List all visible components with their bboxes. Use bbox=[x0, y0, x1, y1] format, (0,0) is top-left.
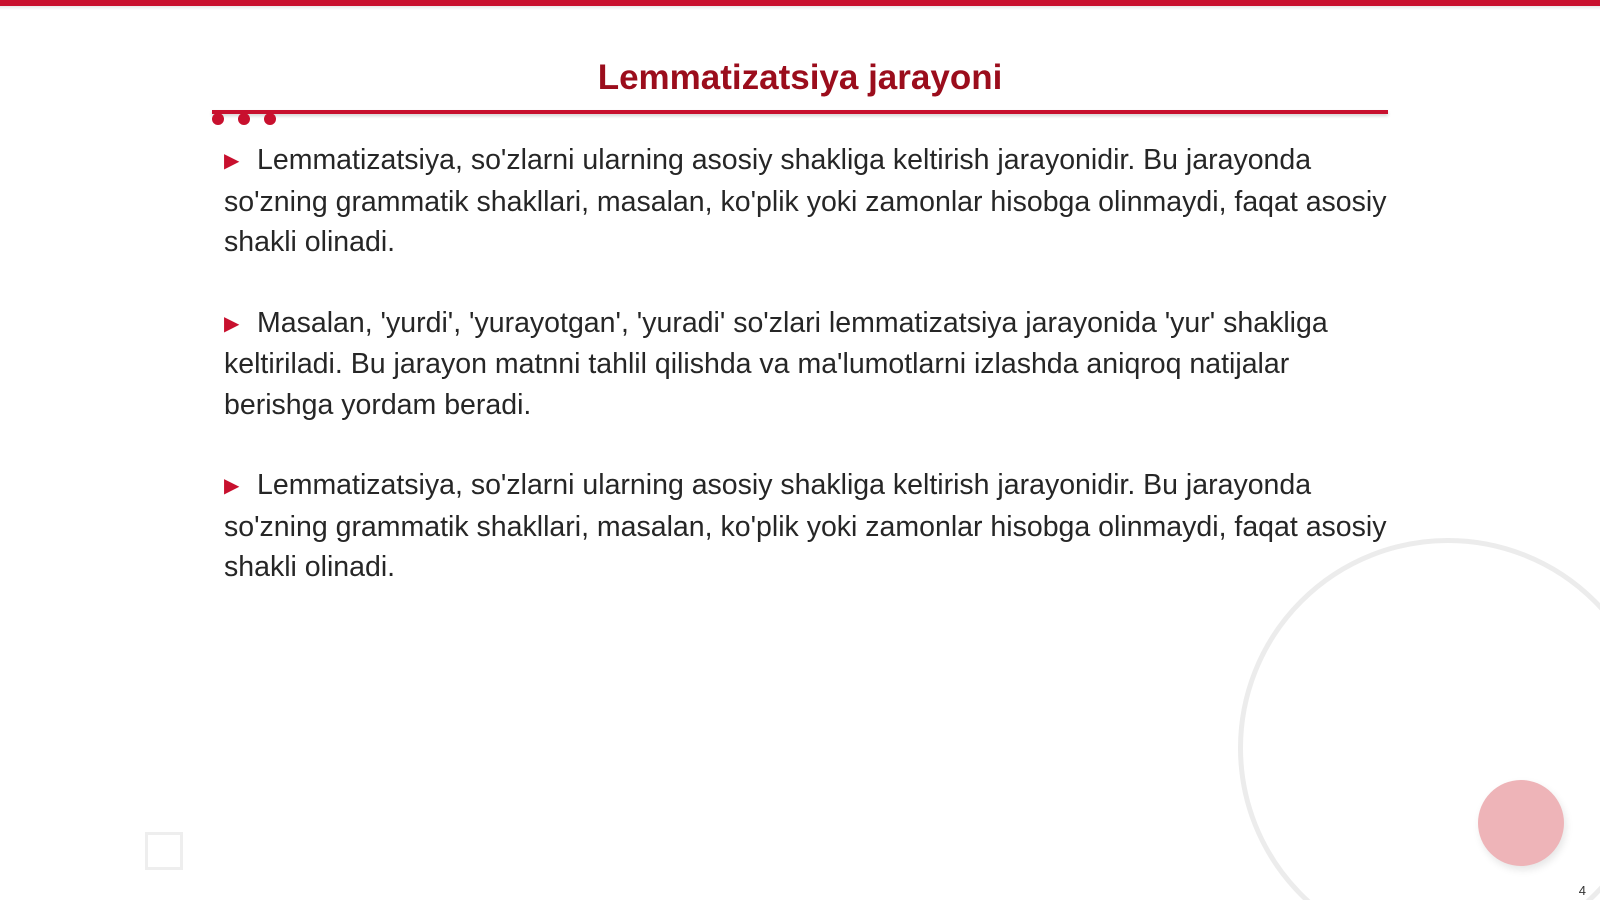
decor-dot-1 bbox=[212, 113, 224, 125]
paragraph-text: Lemmatizatsiya, so'zlarni ularning asosiy shakliga keltirish jarayonidir. Bu jarayonda so'zning grammatik shakllari, masalan, ko'plik yoki zamonlar hisobga olinmaydi, faqat asosiy shakli olinadi. bbox=[224, 469, 1387, 583]
decor-dot-3 bbox=[264, 113, 276, 125]
triangle-right-icon: ▶ bbox=[224, 312, 240, 335]
triangle-right-icon: ▶ bbox=[224, 150, 240, 172]
page-number: 4 bbox=[1578, 883, 1586, 898]
top-bar-shadow bbox=[0, 6, 1600, 10]
paragraph-text: Masalan, 'yurdi', 'yurayotgan', 'yuradi' so'zlari lemmatizatsiya jarayonida 'yur' shakliga keltiriladi. Bu jarayon matnni tahlil qilishda va ma'lumotlarni izlashda aniqroq natijalar berishga yordam beradi. bbox=[224, 306, 1328, 421]
decor-pink-circle bbox=[1478, 780, 1564, 866]
slide-title: Lemmatizatsiya jarayoni bbox=[597, 58, 1003, 97]
bullet-paragraph-2 bbox=[224, 303, 1388, 426]
triangle-right-icon: ▶ bbox=[224, 475, 240, 497]
paragraph-text: Lemmatizatsiya, so'zlarni ularning asosiy shakliga keltirish jarayonidir. Bu jarayonda so'zning grammatik shakllari, masalan, ko'plik yoki zamonlar hisobga olinmaydi, faqat asosiy shakli olinadi. bbox=[224, 144, 1387, 258]
bullet-paragraph-3 bbox=[224, 465, 1388, 588]
decor-square bbox=[145, 832, 183, 870]
bullet-paragraph-1 bbox=[224, 140, 1388, 263]
title-underline bbox=[212, 110, 1388, 114]
decor-dot-2 bbox=[238, 113, 250, 125]
bullet-list bbox=[224, 140, 1388, 628]
